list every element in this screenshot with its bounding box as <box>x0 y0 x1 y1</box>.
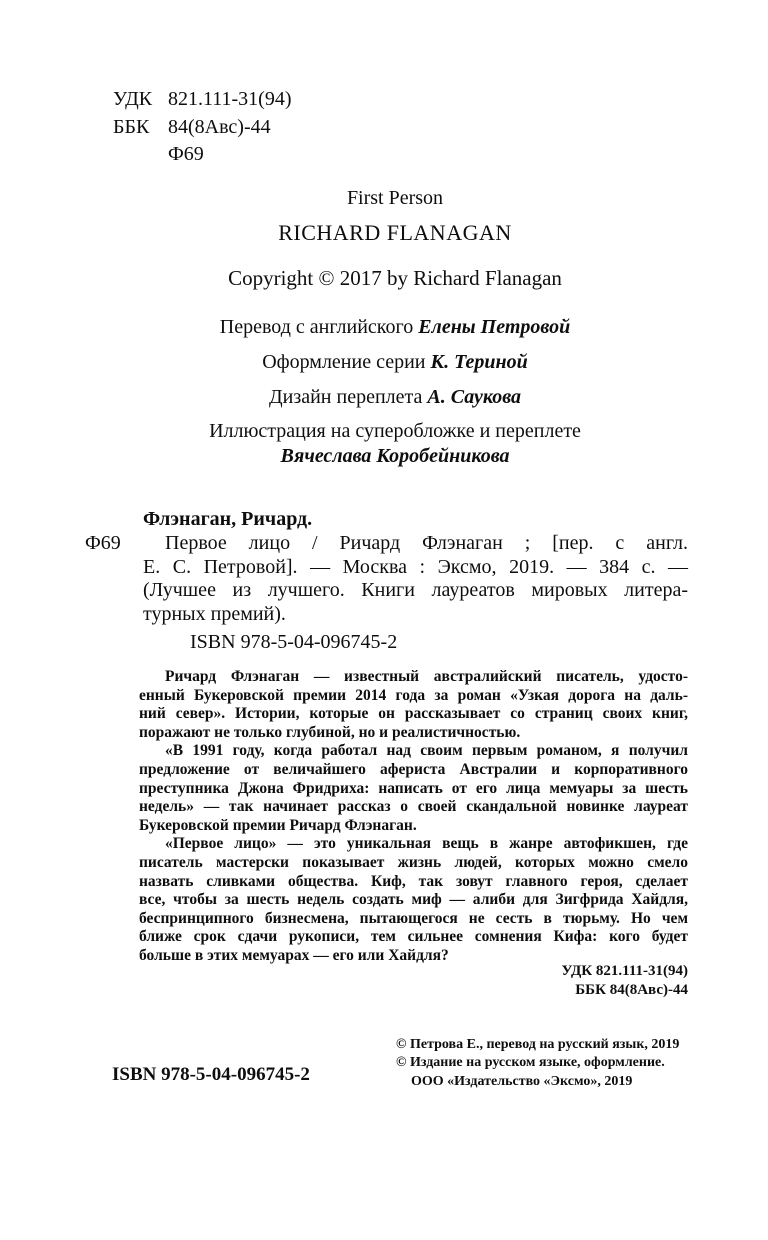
annotation-line: писатель мастерски показывает жизнь людей, которых можно смело <box>139 853 688 871</box>
footer-udk: УДК 821.111-31(94) <box>561 963 688 979</box>
catalog-description <box>143 532 688 626</box>
footer-copyrights <box>396 1036 679 1091</box>
udk-value: 821.111-31(94) <box>168 88 292 110</box>
annotation-line: назвать сливками общества. Киф, так зовут главного героя, сделает <box>139 872 688 890</box>
credit-illustration-name: Вячеслава Коробейникова <box>280 445 510 467</box>
author-name: RICHARD FLANAGAN <box>278 220 512 245</box>
annotation-line: преступника Джона Фридриха: написать от его лица мемуары за шесть <box>139 779 688 797</box>
copyright-translator: © Петрова Е., перевод на русский язык, 2019 <box>396 1037 680 1052</box>
credit-illustration-prefix: Иллюстрация на суперобложке и переплете <box>209 420 581 442</box>
footer-bbk: ББК 84(8Авс)-44 <box>575 981 688 998</box>
annotation-block <box>139 668 688 966</box>
copyright-publisher: ООО «Издательство «Эксмо», 2019 <box>411 1073 633 1089</box>
credit-cover-design <box>55 386 735 409</box>
catalog-author-sign: Ф69 <box>85 532 121 554</box>
bbk-value: 84(8Авс)-44 <box>168 115 271 138</box>
catalog-description-line: турных премий). <box>143 602 286 625</box>
annotation-line: больше в этих мемуарах — его или Хайдля? <box>139 946 449 964</box>
isbn-footer: ISBN 978-5-04-096745-2 <box>112 1064 310 1085</box>
credit-translation-prefix: Перевод с английского <box>219 316 414 338</box>
original-title: First Person <box>346 187 444 209</box>
catalog-description-line: Первое лицо / Ричард Флэнаган ; [пер. с англ. <box>165 532 688 554</box>
annotation-line: «Первое лицо» — это уникальная вещь в жанре автофикшен, где <box>165 835 688 853</box>
bbk-row <box>113 114 292 142</box>
isbn-catalog: ISBN 978-5-04-096745-2 <box>190 631 398 653</box>
catalog-description-line: Е. С. Петровой]. — Москва : Эксмо, 2019. — 384 с. — <box>143 555 688 578</box>
udk-label: УДК <box>113 88 153 110</box>
credit-translation-name: Елены Петровой <box>418 316 571 338</box>
credit-translation <box>55 316 735 339</box>
author-sign: Ф69 <box>168 143 204 165</box>
annotation-line: Ричард Флэнаган — известный австралийский писатель, удосто- <box>165 668 688 685</box>
author-sign-row <box>113 141 292 169</box>
annotation-line: «В 1991 году, когда работал над своим первым романом, я получил <box>165 742 688 760</box>
copyright-line: Copyright © 2017 by Richard Flanagan <box>228 266 562 290</box>
catalog-description-line: (Лучшее из лучшего. Книги лауреатов мировых литера- <box>143 579 688 601</box>
annotation-line: ний север». Истории, которые он рассказывает со страниц своих книг, <box>139 705 688 723</box>
catalog-author-heading: Флэнаган, Ричард. <box>143 508 313 530</box>
udk-row <box>113 86 292 114</box>
annotation-line: енный Букеровской премии 2014 года за роман «Узкая дорога на даль- <box>139 686 688 704</box>
credit-series-design <box>55 351 735 374</box>
bbk-label: ББК <box>113 115 150 138</box>
credit-series-name: К. Териной <box>430 351 528 373</box>
credit-cover-name: А. Саукова <box>427 386 522 408</box>
footer-classification <box>561 962 688 999</box>
annotation-line: Букеровской премии Ричард Флэнаган. <box>139 816 417 834</box>
credit-cover-prefix: Дизайн переплета <box>268 386 423 408</box>
annotation-line: беспринципного бизнесмена, пытающегося не сесть в тюрьму. Но чем <box>139 909 688 927</box>
annotation-line: недель» — так начинает рассказ о своей скандальной новинке лауреат <box>139 798 688 816</box>
annotation-line: поражают не только глубиной, но и реалистичностью. <box>139 723 521 741</box>
annotation-line: ближе срок сдачи рукописи, тем сильнее сомнения Кифа: кого будет <box>139 928 688 946</box>
copyright-edition: © Издание на русском языке, оформление. <box>396 1055 665 1071</box>
annotation-line: предложение от величайшего афериста Австралии и корпоративного <box>139 760 688 778</box>
credit-series-prefix: Оформление серии <box>262 351 426 373</box>
classification-block <box>113 86 292 169</box>
annotation-line: все, чтобы за шесть недель создать миф — алиби для Зигфрида Хайдля, <box>139 891 688 909</box>
